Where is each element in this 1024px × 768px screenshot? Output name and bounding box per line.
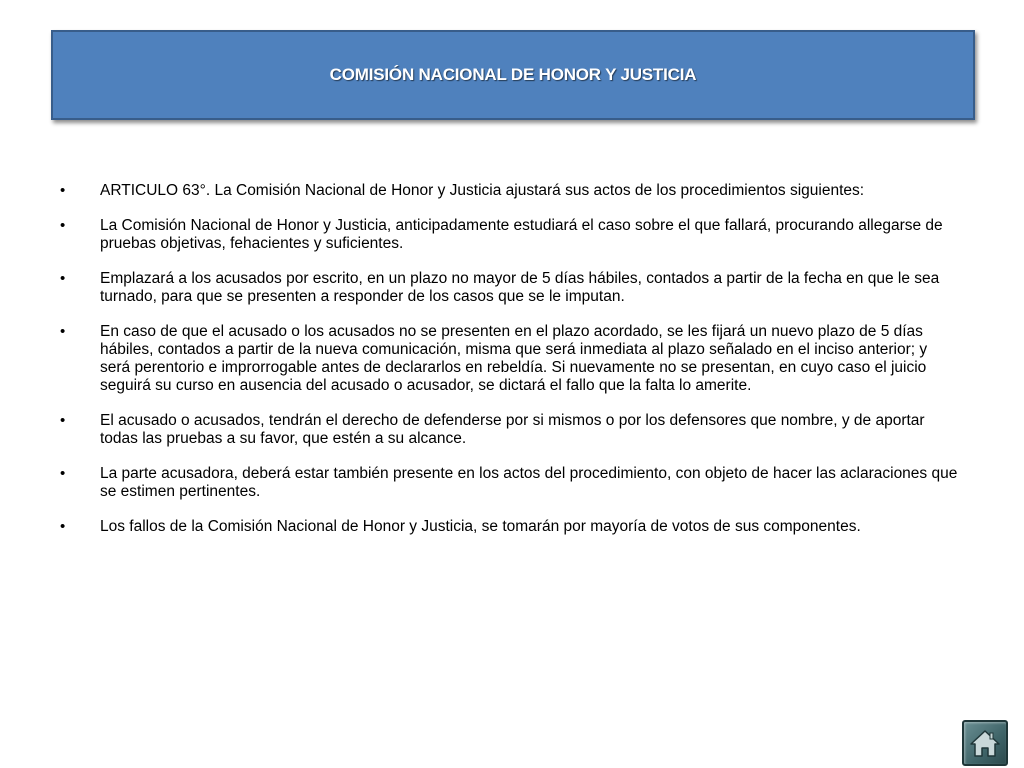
- list-item-text: La Comisión Nacional de Honor y Justicia, anticipadamente estudiará el caso sobre el que fallará, procurando allegarse de pruebas objetivas, fehacientes y suficientes.: [100, 217, 943, 252]
- list-item: [60, 270, 960, 306]
- home-icon: [969, 727, 1001, 759]
- list-item-text: La parte acusadora, deberá estar también presente en los actos del procedimiento, con objeto de hacer las aclaraciones que se estimen pertinentes.: [100, 465, 958, 500]
- title-banner: [51, 30, 975, 120]
- list-item-text: Emplazará a los acusados por escrito, en un plazo no mayor de 5 días hábiles, contados a partir de la fecha en que le sea turnado, para que se presenten a responder de los casos que se le imputan.: [100, 270, 940, 305]
- list-item: [60, 323, 960, 395]
- home-button[interactable]: [962, 720, 1008, 766]
- bullet-list: [60, 182, 960, 553]
- list-item: [60, 217, 960, 253]
- bullet-icon: •: [60, 217, 66, 234]
- bullet-icon: •: [60, 465, 66, 482]
- bullet-icon: •: [60, 323, 66, 340]
- list-item: [60, 518, 960, 536]
- list-item-text: ARTICULO 63°. La Comisión Nacional de Honor y Justicia ajustará sus actos de los procedimientos siguientes:: [100, 182, 865, 199]
- list-item-text: En caso de que el acusado o los acusados no se presenten en el plazo acordado, se les fijará un nuevo plazo de 5 días hábiles, contados a partir de la nueva comunicación, misma que será inmediata al plazo señalado en el inciso anterior; y será perentorio e improrrogable antes de declararlos en rebeldía. Si nuevamente no se presentan, en cuyo caso el juicio seguirá su curso en ausencia del acusado o acusador, se dictará el fallo que la falta lo amerite.: [100, 323, 928, 394]
- list-item: [60, 182, 960, 200]
- bullet-icon: •: [60, 182, 66, 199]
- list-item: [60, 465, 960, 501]
- bullet-icon: •: [60, 518, 66, 535]
- slide-title: COMISIÓN NACIONAL DE HONOR Y JUSTICIA: [329, 65, 697, 84]
- list-item-text: El acusado o acusados, tendrán el derecho de defenderse por si mismos o por los defensores que nombre, y de aportar todas las pruebas a su favor, que estén a su alcance.: [100, 412, 925, 447]
- list-item-text: Los fallos de la Comisión Nacional de Honor y Justicia, se tomarán por mayoría de votos de sus componentes.: [100, 518, 861, 535]
- list-item: [60, 412, 960, 448]
- bullet-icon: •: [60, 270, 66, 287]
- bullet-icon: •: [60, 412, 66, 429]
